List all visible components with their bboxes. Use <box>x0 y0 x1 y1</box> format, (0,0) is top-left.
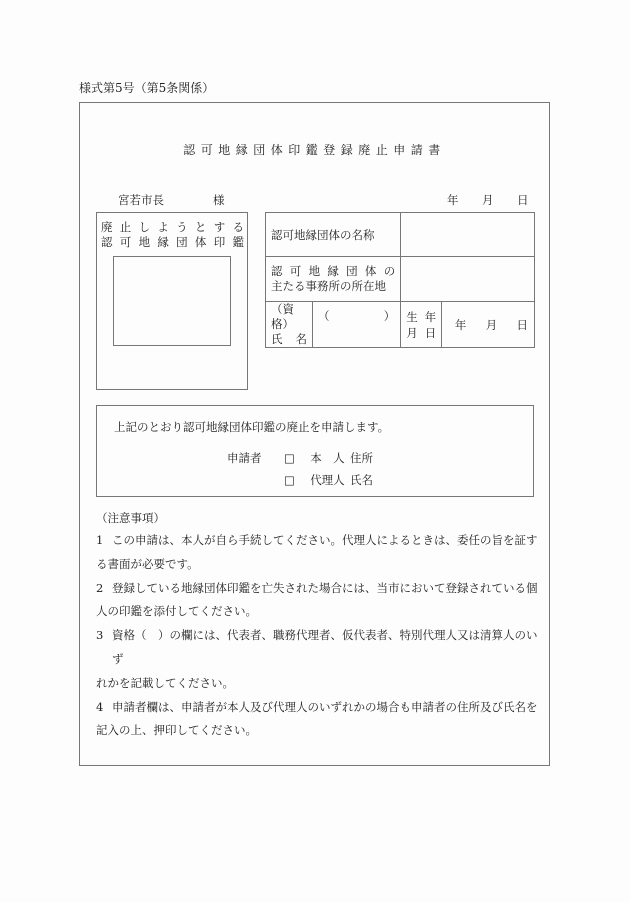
char: 団 <box>176 235 188 249</box>
seal-heading-line2 <box>101 235 244 250</box>
seal-impression-box[interactable] <box>113 256 231 346</box>
char: 認 <box>101 235 113 249</box>
char: と <box>194 220 207 234</box>
office-location-label <box>266 257 401 302</box>
note-number: 3 <box>96 628 104 643</box>
paren-open: （ <box>318 309 330 323</box>
char: 可 <box>289 264 302 278</box>
qualification-label: （資格） <box>271 302 294 331</box>
option-agent-label: 代理人 <box>310 473 345 487</box>
note-text: 申請者欄は、申請者が本人及び代理人のいずれかの場合も申請者の住所及び氏名を <box>112 699 538 714</box>
char: の <box>383 264 396 278</box>
char: 印 <box>213 235 226 249</box>
qualification-name-field[interactable] <box>313 302 401 348</box>
group-name-label: 認可地縁団体の名称 <box>266 213 401 257</box>
char: 止 <box>119 220 132 234</box>
paren-close: ） <box>383 309 396 323</box>
honorific: 様 <box>213 193 225 207</box>
char: う <box>176 220 188 234</box>
applicant-label: 申請者 <box>227 451 262 465</box>
name-label: 氏名 <box>350 473 373 487</box>
note-text-cont: れかを記載してください。 <box>96 675 234 690</box>
qualification-name-label <box>266 302 313 348</box>
char: 団 <box>346 264 358 278</box>
note-text-cont: る書面が必要です。 <box>96 556 199 571</box>
group-info-table <box>265 212 535 348</box>
notes-heading: （注意事項） <box>96 511 165 525</box>
note-number: 2 <box>96 580 104 595</box>
month-label: 月 <box>485 317 498 332</box>
char: 地 <box>138 235 151 249</box>
group-name-field[interactable] <box>401 213 535 257</box>
char: 認 <box>271 264 283 278</box>
char: 体 <box>364 264 377 278</box>
note-text: この申請は、本人が自ら手続してください。代理人によるときは、委任の旨を証す <box>112 533 538 547</box>
seal-section-heading <box>101 220 244 250</box>
char: 地 <box>308 264 321 278</box>
option-self-label: 本 人 <box>310 451 345 465</box>
char: 生 <box>406 309 418 324</box>
office-location-field[interactable] <box>401 257 535 302</box>
note-item <box>96 529 548 577</box>
birth-date-field[interactable] <box>442 302 535 348</box>
year-label: 年 <box>454 317 467 332</box>
note-item <box>96 577 548 625</box>
note-number: 4 <box>96 699 104 714</box>
birth-date-label <box>401 302 442 348</box>
char: よ <box>157 220 169 234</box>
char: る <box>232 220 244 234</box>
char: 氏 <box>271 332 283 346</box>
applicant-self-option[interactable] <box>284 450 345 466</box>
note-text: 資格（ ）の欄には、代表者、職務代理者、仮代表者、特別代理人又は清算人のいず <box>112 628 538 666</box>
checkbox-icon[interactable]: □ <box>284 473 295 487</box>
seal-heading-line1 <box>101 220 244 235</box>
char: 廃 <box>101 220 113 234</box>
char: 縁 <box>157 235 169 249</box>
checkbox-icon[interactable]: □ <box>284 451 295 465</box>
note-text: 登録している地縁団体印鑑を亡失された場合には、当市において登録されている個 <box>112 580 538 595</box>
char: 年 <box>424 309 437 324</box>
char: 体 <box>194 235 207 249</box>
date-month-label: 月 <box>482 193 494 207</box>
office-label-line2: 主たる事務所の所在地 <box>271 279 386 293</box>
char: 縁 <box>327 264 339 278</box>
note-text-cont: 記入の上、押印してください。 <box>96 723 257 738</box>
note-item <box>96 624 548 695</box>
addressee: 宮若市長 <box>118 193 164 207</box>
notes-list <box>96 529 548 743</box>
applicant-agent-option[interactable] <box>284 472 345 488</box>
char: し <box>138 220 151 234</box>
date-year-label: 年 <box>447 193 459 207</box>
char: 鑑 <box>232 235 244 249</box>
document-title: 認可地縁団体印鑑登録廃止申請書 <box>183 143 446 157</box>
char: す <box>213 220 226 234</box>
char: 日 <box>424 325 437 340</box>
char: 名 <box>295 332 307 346</box>
day-label: 日 <box>516 317 528 332</box>
char: 月 <box>406 325 418 340</box>
note-text-cont: 人の印鑑を添付してください。 <box>96 604 257 619</box>
date-day-label: 日 <box>517 193 529 207</box>
note-number: 1 <box>96 533 104 547</box>
char: 可 <box>119 235 132 249</box>
declaration-statement: 上記のとおり認可地縁団体印鑑の廃止を申請します。 <box>114 420 390 434</box>
address-label: 住所 <box>350 451 373 465</box>
form-number: 様式第5号（第5条関係） <box>79 81 215 95</box>
note-item <box>96 696 548 744</box>
